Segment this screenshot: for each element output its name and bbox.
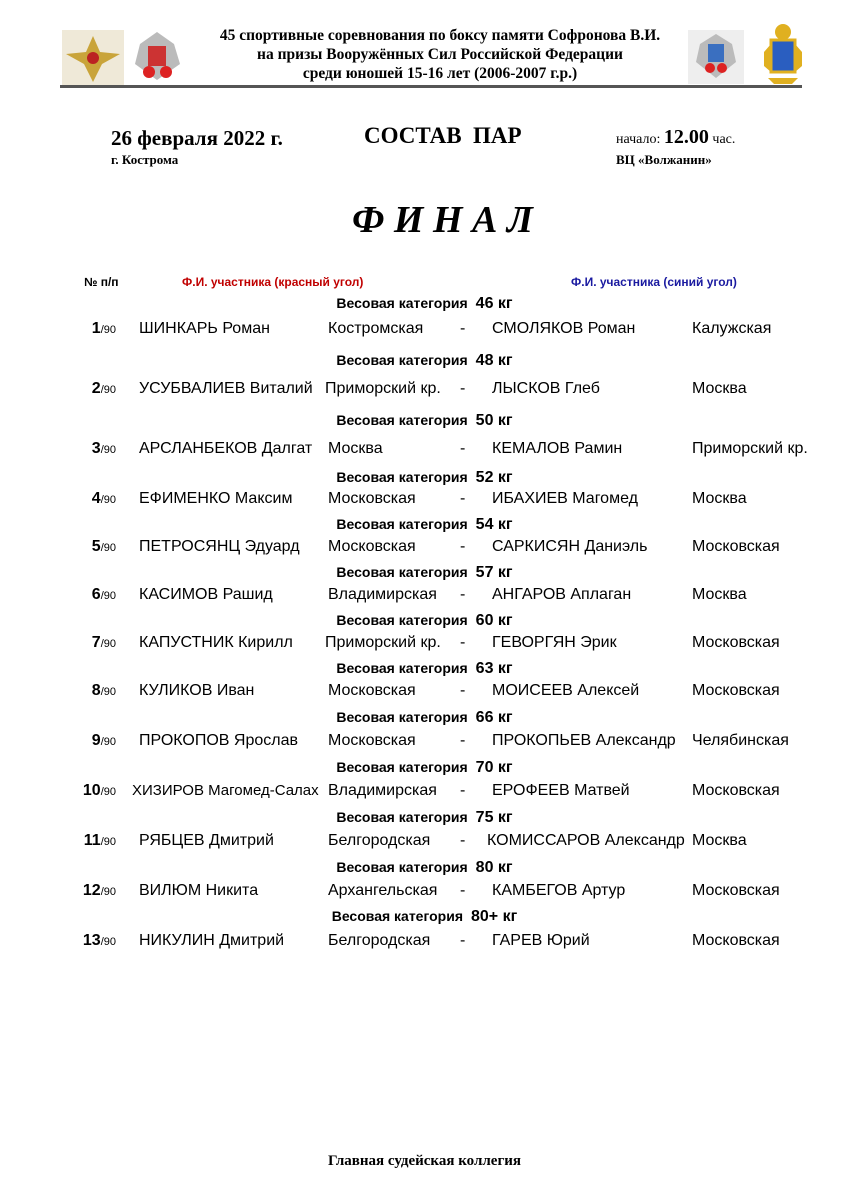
- bout-total: /90: [100, 886, 116, 898]
- blue-corner-boxer: КЕМАЛОВ Рамин: [492, 440, 623, 457]
- start-label: начало:: [616, 132, 661, 147]
- bout-total: /90: [100, 542, 116, 554]
- weight-category-heading: [0, 352, 849, 370]
- bout-number-value: 4: [91, 490, 101, 507]
- versus-dash: -: [460, 732, 466, 749]
- document-title: СОСТАВ ПАР: [364, 123, 522, 148]
- bout-number-value: 13: [82, 932, 101, 949]
- versus-dash: -: [460, 320, 466, 337]
- bout-total: /90: [100, 936, 116, 948]
- red-corner-boxer: ПЕТРОСЯНЦ Эдуард: [139, 538, 300, 555]
- blue-corner-boxer: АНГАРОВ Аплаган: [492, 586, 632, 603]
- bout-total: /90: [100, 444, 116, 456]
- bout-number: [92, 440, 116, 458]
- versus-dash: -: [460, 932, 466, 949]
- red-corner-region: Московская: [328, 732, 416, 749]
- bout-number-value: 2: [91, 380, 101, 397]
- weight-category-value: 66 кг: [475, 709, 513, 726]
- weight-category-label: Весовая категория: [336, 660, 468, 676]
- red-corner-boxer: АРСЛАНБЕКОВ Далгат: [139, 440, 313, 457]
- weight-category-heading: [0, 709, 849, 727]
- weight-category-value: 50 кг: [475, 412, 513, 429]
- weight-category-label: Весовая категория: [336, 352, 468, 368]
- weight-category-value: 70 кг: [475, 759, 513, 776]
- blue-corner-region: Московская: [692, 682, 780, 699]
- column-header-number: № п/п: [84, 275, 119, 289]
- bout-row: [0, 932, 849, 952]
- weight-category-value: 80+ кг: [471, 908, 518, 925]
- weight-category-value: 57 кг: [475, 564, 513, 581]
- bout-total: /90: [100, 736, 116, 748]
- bout-number-value: 1: [91, 320, 101, 337]
- event-title-line: на призы Вооружённых Сил Российской Федерации: [257, 46, 623, 63]
- bout-row: [0, 634, 849, 654]
- column-header-blue-corner: Ф.И. участника (синий угол): [571, 275, 737, 289]
- red-corner-region: Московская: [328, 682, 416, 699]
- bout-number-value: 8: [91, 682, 101, 699]
- weight-category-label: Весовая категория: [336, 469, 468, 485]
- weight-category-value: 75 кг: [475, 809, 513, 826]
- blue-corner-boxer: САРКИСЯН Даниэль: [492, 538, 648, 555]
- red-corner-boxer: ПРОКОПОВ Ярослав: [139, 732, 298, 749]
- blue-corner-region: Московская: [692, 538, 780, 555]
- weight-category-value: 80 кг: [475, 859, 513, 876]
- versus-dash: -: [460, 538, 466, 555]
- weight-category-label: Весовая категория: [336, 859, 468, 875]
- bout-total: /90: [100, 638, 116, 650]
- red-corner-region: Москва: [328, 440, 383, 457]
- armed-forces-emblem-icon: [62, 30, 124, 86]
- weight-category-heading: [0, 660, 849, 678]
- bout-number-value: 5: [91, 538, 101, 555]
- red-corner-boxer: УСУБВАЛИЕВ Виталий: [139, 380, 313, 397]
- versus-dash: -: [460, 440, 466, 457]
- bout-number: [92, 380, 116, 398]
- weight-category-label: Весовая категория: [336, 295, 468, 311]
- bout-number-value: 11: [83, 832, 101, 849]
- blue-corner-region: Московская: [692, 882, 780, 899]
- weight-category-heading: [0, 295, 849, 313]
- event-title: [190, 26, 690, 83]
- bout-number: [84, 832, 116, 850]
- red-corner-region: Белгородская: [328, 832, 431, 849]
- bout-row: [0, 832, 849, 852]
- weight-category-value: 54 кг: [475, 516, 513, 533]
- bout-number: [92, 538, 116, 556]
- bout-row: [0, 490, 849, 510]
- kostroma-coat-of-arms-icon: [762, 22, 804, 88]
- blue-corner-region: Москва: [692, 586, 747, 603]
- event-date: 26 февраля 2022 г.: [111, 126, 283, 150]
- bout-total: /90: [100, 324, 116, 336]
- weight-category-value: 63 кг: [475, 660, 513, 677]
- weight-category-label: Весовая категория: [336, 412, 468, 428]
- blue-corner-boxer: ПРОКОПЬЕВ Александр: [492, 732, 676, 749]
- header-divider: [60, 85, 802, 88]
- blue-corner-boxer: ГАРЕВ Юрий: [492, 932, 590, 949]
- event-title-line: среди юношей 15-16 лет (2006-2007 г.р.): [302, 65, 578, 82]
- red-corner-boxer: КАСИМОВ Рашид: [139, 586, 273, 603]
- blue-corner-region: Челябинская: [692, 732, 789, 749]
- weight-category-value: 52 кг: [475, 469, 513, 486]
- versus-dash: -: [460, 586, 466, 603]
- bout-number-value: 12: [82, 882, 101, 899]
- bout-number-value: 6: [91, 586, 101, 603]
- bout-number-value: 7: [91, 634, 101, 651]
- bout-number-value: 9: [91, 732, 101, 749]
- weight-category-label: Весовая категория: [336, 612, 468, 628]
- column-header-red-corner: Ф.И. участника (красный угол): [182, 275, 364, 289]
- weight-category-heading: [0, 412, 849, 430]
- footer-signature: Главная судейская коллегия: [327, 1153, 522, 1169]
- start-unit: час.: [712, 132, 736, 147]
- weight-category-heading: [0, 564, 849, 582]
- bout-row: [0, 682, 849, 702]
- red-corner-region: Владимирская: [328, 782, 437, 799]
- venue: ВЦ «Волжанин»: [616, 152, 712, 167]
- versus-dash: -: [460, 634, 466, 651]
- event-city: г. Кострома: [111, 152, 179, 167]
- bout-total: /90: [100, 686, 116, 698]
- start-time-value: 12.00: [663, 126, 709, 148]
- bout-total: /90: [100, 786, 116, 798]
- bout-total: /90: [100, 590, 116, 602]
- bout-row: [0, 586, 849, 606]
- red-corner-boxer: КУЛИКОВ Иван: [139, 682, 255, 699]
- blue-corner-region: Москва: [692, 490, 747, 507]
- blue-corner-boxer: МОИСЕЕВ Алексей: [492, 682, 640, 699]
- bout-number: [83, 882, 116, 900]
- red-corner-boxer: НИКУЛИН Дмитрий: [139, 932, 285, 949]
- weight-category-label: Весовая категория: [336, 759, 468, 775]
- versus-dash: -: [460, 882, 466, 899]
- red-corner-boxer: ХИЗИРОВ Магомед-Салах: [132, 782, 319, 799]
- weight-category-heading: [0, 759, 849, 777]
- bout-number-value: 10: [82, 782, 101, 799]
- bout-row: [0, 732, 849, 752]
- weight-category-value: 48 кг: [475, 352, 513, 369]
- weight-category-label: Весовая категория: [336, 516, 468, 532]
- weight-category-label: Весовая категория: [336, 709, 468, 725]
- weight-category-heading: [0, 908, 849, 926]
- red-corner-region: Владимирская: [328, 586, 437, 603]
- versus-dash: -: [460, 782, 466, 799]
- bout-number-value: 3: [91, 440, 101, 457]
- red-corner-boxer: РЯБЦЕВ Дмитрий: [139, 832, 274, 849]
- versus-dash: -: [460, 832, 466, 849]
- bout-row: [0, 440, 849, 460]
- bout-row: [0, 380, 849, 400]
- versus-dash: -: [460, 380, 466, 397]
- red-corner-boxer: ШИНКАРЬ Роман: [139, 320, 270, 337]
- red-corner-region: Костромская: [328, 320, 424, 337]
- weight-category-heading: [0, 612, 849, 630]
- red-corner-boxer: КАПУСТНИК Кирилл: [139, 634, 293, 651]
- bout-row: [0, 538, 849, 558]
- blue-corner-region: Приморский кр.: [692, 440, 808, 457]
- bout-number: [92, 634, 116, 652]
- bout-number: [92, 490, 116, 508]
- blue-corner-region: Москва: [692, 832, 747, 849]
- boxing-federation-emblem-icon: [130, 28, 185, 84]
- versus-dash: -: [460, 490, 466, 507]
- blue-corner-boxer: ЕРОФЕЕВ Матвей: [492, 782, 630, 799]
- bout-row: [0, 782, 849, 802]
- bout-number: [92, 586, 116, 604]
- bout-row: [0, 320, 849, 340]
- bout-number: [92, 732, 116, 750]
- red-corner-region: Московская: [328, 538, 416, 555]
- blue-corner-boxer: ЛЫСКОВ Глеб: [492, 380, 600, 397]
- bout-total: /90: [100, 384, 116, 396]
- blue-corner-boxer: ГЕВОРГЯН Эрик: [492, 634, 617, 651]
- red-corner-region: Приморский кр.: [325, 380, 441, 397]
- red-corner-region: Архангельская: [328, 882, 438, 899]
- blue-corner-region: Калужская: [692, 320, 772, 337]
- weight-category-heading: [0, 859, 849, 877]
- event-title-line: 45 спортивные соревнования по боксу памяти Софронова В.И.: [219, 27, 661, 44]
- red-corner-region: Московская: [328, 490, 416, 507]
- stage-title: Ф И Н А Л: [352, 199, 533, 241]
- blue-corner-boxer: ИБАХИЕВ Магомед: [492, 490, 638, 507]
- blue-corner-region: Москва: [692, 380, 747, 397]
- blue-corner-boxer: КОМИССАРОВ Александр: [487, 832, 685, 849]
- blue-corner-boxer: СМОЛЯКОВ Роман: [492, 320, 636, 337]
- bout-number: [92, 320, 116, 338]
- versus-dash: -: [460, 682, 466, 699]
- bout-number: [92, 682, 116, 700]
- blue-corner-region: Московская: [692, 634, 780, 651]
- bout-total: /90: [100, 494, 116, 506]
- weight-category-heading: [0, 516, 849, 534]
- weight-category-heading: [0, 469, 849, 487]
- start-time: [616, 126, 735, 149]
- weight-category-value: 46 кг: [475, 295, 513, 312]
- red-corner-boxer: ЕФИМЕНКО Максим: [139, 490, 293, 507]
- weight-category-label: Весовая категория: [336, 809, 468, 825]
- bout-number: [83, 932, 116, 950]
- weight-category-label: Весовая категория: [336, 564, 468, 580]
- weight-category-heading: [0, 809, 849, 827]
- regional-federation-emblem-icon: [688, 30, 744, 84]
- blue-corner-boxer: КАМБЕГОВ Артур: [492, 882, 626, 899]
- blue-corner-region: Московская: [692, 782, 780, 799]
- bout-number: [83, 782, 116, 800]
- weight-category-label: Весовая категория: [331, 908, 463, 924]
- blue-corner-region: Московская: [692, 932, 780, 949]
- red-corner-region: Белгородская: [328, 932, 431, 949]
- bout-row: [0, 882, 849, 902]
- red-corner-boxer: ВИЛЮМ Никита: [139, 882, 259, 899]
- red-corner-region: Приморский кр.: [325, 634, 441, 651]
- weight-category-value: 60 кг: [475, 612, 513, 629]
- bout-total: /90: [100, 836, 116, 848]
